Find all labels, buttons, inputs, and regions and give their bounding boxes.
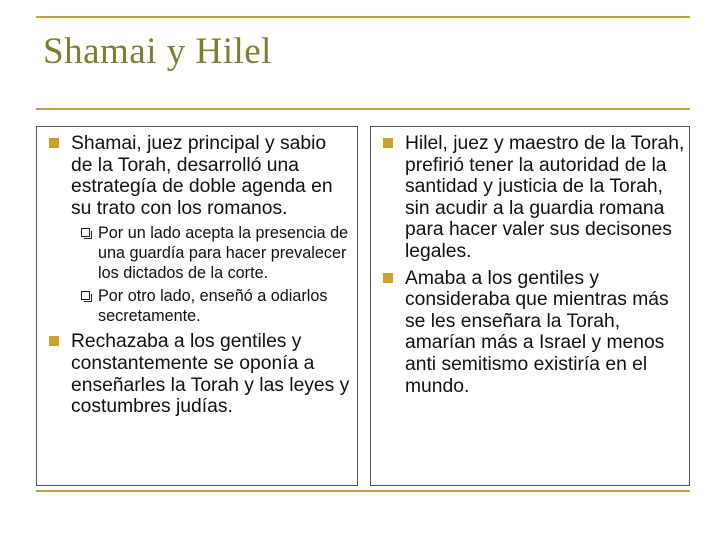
bullet-text: Rechazaba a los gentiles y constantemente se oponía a enseñarles la Torah y las leyes y costumbres judías. [71,331,350,418]
bullet-text: Hilel, juez y maestro de la Torah, prefirió tener la autoridad de la santidad y justicia de la Torah, sin acudir a la guardia romana para hacer valer sus decisones legales. [405,133,685,262]
top-divider [36,16,690,18]
list-item [47,331,351,417]
right-column-box [370,126,690,486]
sub-bullet-text: Por un lado acepta la presencia de una guardía para hacer prevalecer los dictados de la corte. [98,224,349,283]
list-item [381,133,685,263]
bullet-text: Amaba a los gentiles y consideraba que mientras más se les enseñara la Torah, amarían más a Israel y menos anti semitismo existiría en el mundo. [405,267,669,397]
slide-title: Shamai y Hilel [43,31,272,72]
left-bullet-list [47,133,351,423]
list-item [381,268,685,398]
sub-list-item [71,223,351,283]
hollow-square-bullet-icon [81,228,90,237]
sub-bullet-list [71,223,351,326]
sub-bullet-text: Por otro lado, enseñó a odiarlos secretamente. [98,287,328,326]
sub-list-item [71,286,351,326]
left-column-box [36,126,358,486]
square-bullet-icon [383,273,393,283]
square-bullet-icon [49,336,59,346]
square-bullet-icon [383,138,393,148]
list-item [47,133,351,326]
bottom-divider [36,490,690,492]
right-bullet-list [381,133,685,402]
hollow-square-bullet-icon [81,291,90,300]
square-bullet-icon [49,138,59,148]
bullet-text: Shamai, juez principal y sabio de la Torah, desarrolló una estrategía de doble agenda en su trato con los romanos. [71,133,333,219]
title-divider [36,108,690,110]
